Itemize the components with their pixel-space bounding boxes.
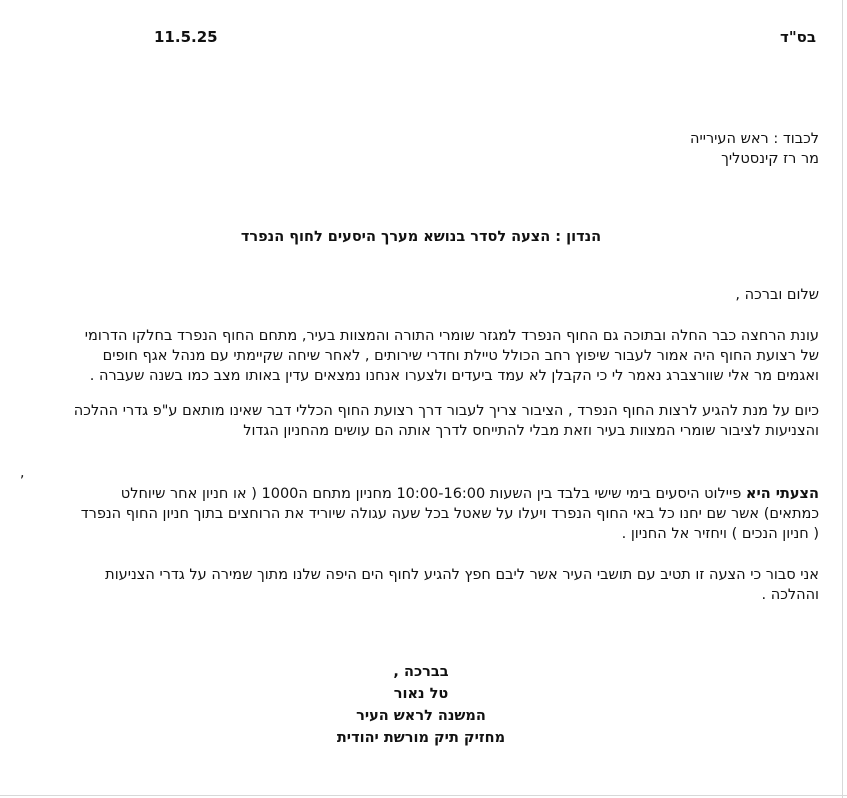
paragraph-proposal — [19, 484, 819, 544]
recipient-line-title: לכבוד : ראש העירייה — [690, 131, 819, 147]
page-edge-right — [842, 0, 843, 798]
proposal-line-rest: פיילוט היסעים בימי שישי בלבד בין השעות 10:00-16:00 מחניון מתחם ה1000 ( או חניון אחר שיוחלט — [120, 486, 746, 502]
signature-portfolio: מחזיק תיק מורשת יהודית — [336, 730, 506, 746]
paragraph-background — [19, 326, 819, 386]
stray-comma: , — [20, 465, 25, 481]
bsd-header: בס"ד — [780, 28, 816, 46]
recipient-block — [319, 129, 819, 169]
proposal-lead: הצעתי היא — [745, 486, 819, 502]
signature-closing: בברכה , — [393, 664, 449, 680]
letter-subject: הנדון : הצעה לסדר בנושא מערך היסעים לחוף הנפרד — [240, 229, 602, 245]
letter-date: 11.5.25 — [154, 28, 218, 46]
paragraph-line: עונת הרחצה כבר החלה ובתוכה גם החוף הנפרד למגזר שומרי התורה והמצוות בעיר, מתחם החוף הנפרד בחלקו הדרומי — [84, 328, 819, 344]
proposal-line — [19, 484, 819, 504]
paragraph-closing — [19, 565, 819, 605]
paragraph-line: אני סבור כי הצעה זו תטיב עם תושבי העיר אשר ליבם חפץ להגיע לחוף הים היפה שלנו מתוך שמירה על גדרי הצניעות — [105, 567, 819, 583]
paragraph-line: וההלכה . — [761, 587, 819, 603]
proposal-line: כמתאים) אשר שם יחנו כל באי החוף הנפרד ויעלו על שאטל בכל שעה עגולה שיוריד את הרוחצים בתוך חניון החוף הנפרד — [80, 506, 819, 522]
signature-name: טל נאור — [393, 686, 449, 702]
proposal-line: ( חניון הנכים ) ויחזיר אל החניון . — [621, 526, 819, 542]
paragraph-problem — [19, 401, 819, 441]
paragraph-line: של רצועת החוף היה אמור לעבור שיפוץ רחב הכולל טיילת וחדרי שירותים , לאחר שיחה שקיימתי עם מנהל אגף חופים — [102, 348, 819, 364]
paragraph-line: כיום על מנת להגיע לרצות החוף הנפרד , הציבור צריך לעבור דרך רצועת החוף הכללי דבר שאינו מותאם ע"פ גדרי ההלכה — [73, 403, 819, 419]
recipient-line-name: מר רז קינסטליך — [721, 151, 819, 167]
paragraph-line: ואגמים מר אלי שוורצברג נאמר לי כי הקבלן לא עמד ביעדים ולצערו אנחנו נמצאים עדין באותו מצב כמו בשנה שעברה . — [89, 368, 819, 384]
paragraph-line: והצניעות לציבור שומרי המצוות בעיר וזאת מבלי להתייחס לדרך אותה הם עושים מהחניון הגדול — [243, 423, 819, 439]
greeting: שלום וברכה , — [735, 287, 819, 303]
page-edge-bottom — [0, 795, 847, 796]
signature-title: המשנה לראש העיר — [356, 708, 486, 724]
signature-block — [0, 661, 842, 749]
